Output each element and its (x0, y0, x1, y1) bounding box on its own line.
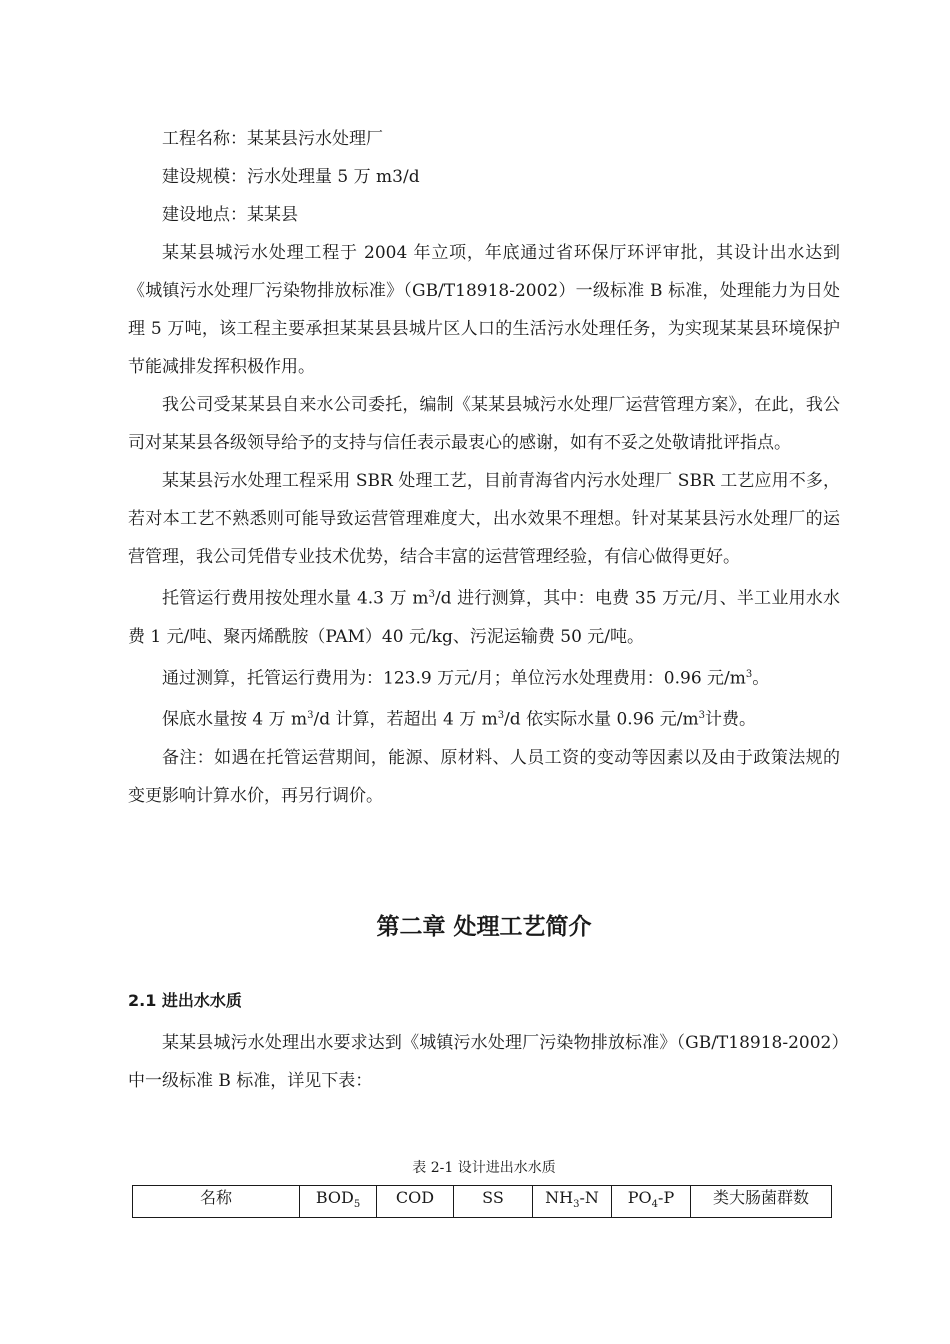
fee-result-text-b: 。 (752, 668, 770, 689)
header-cod: COD (377, 1186, 454, 1218)
header-ss: SS (454, 1186, 533, 1218)
paragraph-commission: 我公司受某某县自来水公司委托，编制《某某县城污水处理厂运营管理方案》，在此，我公司对某某县各级领导给予的支持与信任表示最衷心的感谢，如有不妥之处敬请批评指点。 (128, 395, 840, 453)
construction-scale: 建设规模：污水处理量 5 万 m3/d (162, 167, 420, 187)
nh3-label-a: NH (545, 1188, 574, 1207)
min-volume-text-b: /d 计算，若超出 4 万 m (313, 709, 498, 730)
fee-basis-text-a: 托管运行费用按处理水量 4.3 万 m (162, 588, 429, 609)
header-nh3n (533, 1186, 612, 1218)
nh3-label-b: -N (579, 1188, 599, 1207)
po4-label-a: PO (627, 1188, 652, 1207)
header-po4p (612, 1186, 691, 1218)
po4-subscript: 4 (651, 1199, 659, 1211)
fee-result-text-a: 通过测算，托管运行费用为：123.9 万元/月；单位污水处理费用：0.96 元/m (162, 668, 746, 689)
table-header-row (133, 1186, 832, 1218)
bod-subscript: 5 (353, 1199, 361, 1211)
paragraph-fee-result (128, 656, 840, 698)
chapter-title: 第二章 处理工艺简介 (376, 914, 592, 940)
project-name: 工程名称：某某县污水处理厂 (162, 129, 383, 149)
table-caption: 表 2-1 设计进出水水质 (412, 1160, 556, 1176)
superscript-3: 3 (497, 710, 505, 722)
page-content (128, 120, 840, 1211)
fee-basis-text-b: /d 进行测算，其中：电费 35 万元/月、半工业用水水费 1 元/吨、聚丙烯酰胺（PAM）40 元/kg、污泥运输费 50 元/吨。 (128, 588, 840, 647)
paragraph-note: 备注：如遇在托管运营期间，能源、原材料、人员工资的变动等因素以及由于政策法规的变更影响计算水价，再另行调价。 (128, 747, 840, 806)
header-bod (300, 1186, 377, 1218)
po4-label-b: -P (658, 1188, 675, 1207)
section-title: 2.1 进出水水质 (128, 991, 242, 1010)
min-volume-text-d: 计费。 (704, 709, 756, 730)
header-coliform: 类大肠菌群数 (691, 1186, 832, 1218)
superscript-3: 3 (428, 589, 435, 600)
min-volume-text-c: /d 依实际水量 0.96 元/m (504, 709, 699, 730)
paragraph-section-intro: 某某县城污水处理出水要求达到《城镇污水处理厂污染物排放标准》（GB/T18918-2002）中一级标准 B 标准，详见下表： (128, 1033, 840, 1091)
paragraph-project-overview: 某某县城污水处理工程于 2004 年立项，年底通过省环保厅环评审批，其设计出水达到《城镇污水处理厂污染物排放标准》（GB/T18918-2002）一级标准 B 标准，处理能力为日处理 5 万吨，该工程主要承担某某县县城片区人口的生活污水处理任务，为实现某某县环境保护节能减排发挥积极作用。 (128, 243, 840, 377)
nh3-subscript: 3 (573, 1199, 580, 1211)
superscript-3: 3 (745, 668, 753, 680)
superscript-3: 3 (698, 710, 705, 722)
construction-location: 建设地点：某某县 (162, 205, 298, 225)
min-volume-text-a: 保底水量按 4 万 m (162, 709, 308, 730)
header-name: 名称 (133, 1186, 300, 1218)
superscript-3: 3 (307, 710, 314, 722)
bod-label: BOD (315, 1188, 354, 1207)
water-quality-table (132, 1185, 832, 1218)
paragraph-fee-basis (128, 576, 840, 656)
paragraph-sbr-process: 某某县污水处理工程采用 SBR 处理工艺，目前青海省内污水处理厂 SBR 工艺应用不多，若对本工艺不熟悉则可能导致运营管理难度大，出水效果不理想。针对某某县污水处理厂的运营管理，我公司凭借专业技术优势，结合丰富的运营管理经验，有信心做得更好。 (128, 471, 840, 567)
paragraph-minimum-volume (128, 697, 840, 739)
